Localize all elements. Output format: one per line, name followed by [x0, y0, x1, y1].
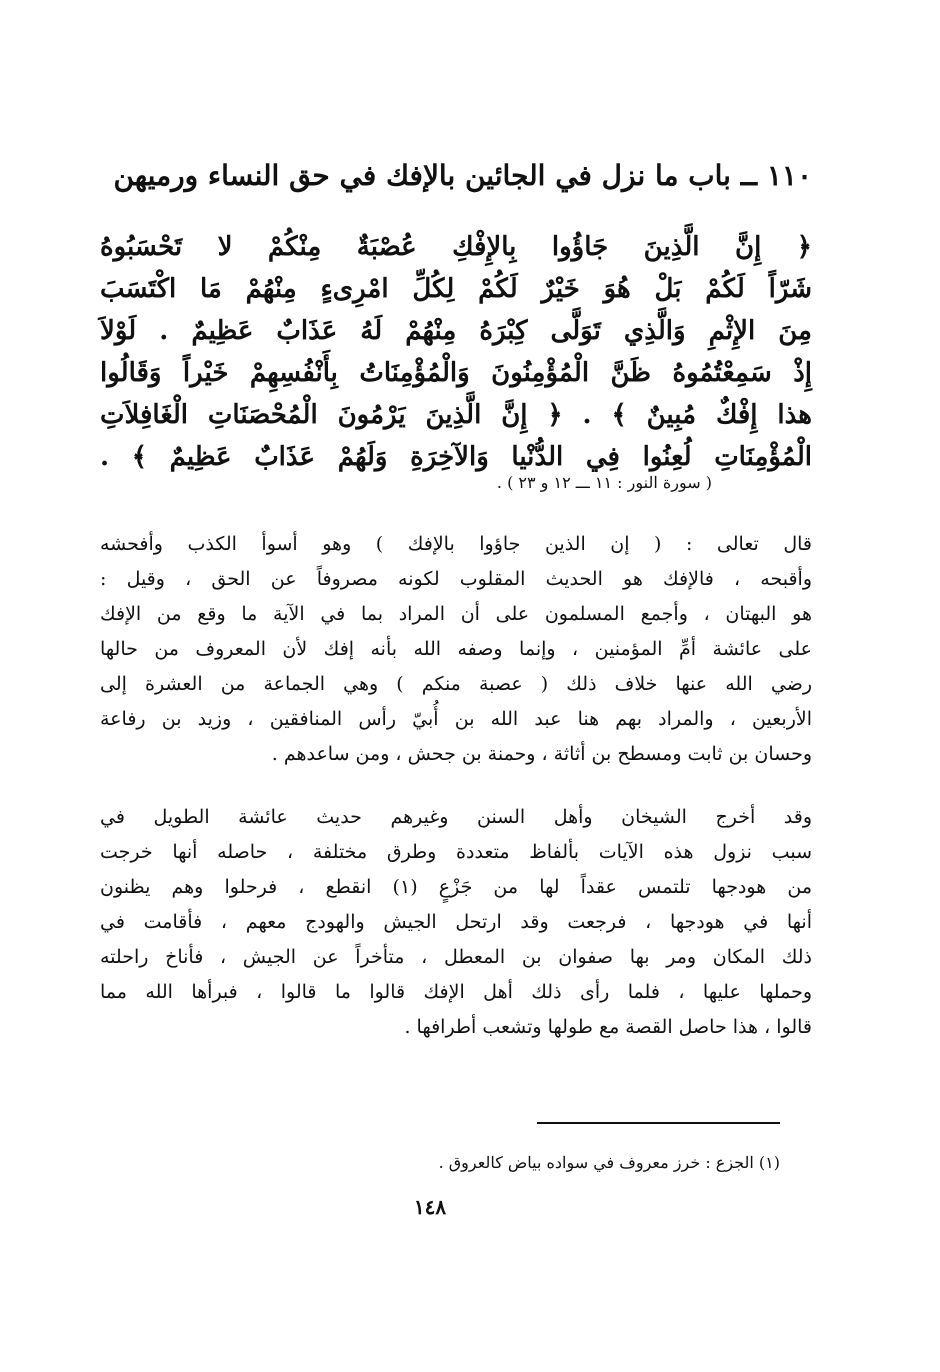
paragraph-line: وحملها عليها ، فلما رأى ذلك أهل الإفك قالوا ما قالوا ، فبرأها الله مما [100, 981, 812, 1003]
paragraph-line: قالوا ، هذا حاصل القصة مع طولها وتشعب أطرافها . [404, 1016, 812, 1038]
footnote-divider [537, 1122, 780, 1124]
verse-line: إِذْ سَمِعْتُمُوهُ ظَنَّ الْمُؤْمِنُونَ وَالْمُؤْمِنَاتُ بِأَنْفُسِهِمْ خَيْراً وَقَالُوا [100, 358, 812, 388]
paragraph-line: وأقبحه ، فالإفك هو الحديث المقلوب لكونه مصروفاً عن الحق ، وقيل : [100, 568, 812, 590]
chapter-title: ١١٠ ــ باب ما نزل في الجائين بالإفك في حق النساء ورميهن [113, 159, 812, 192]
verse-line: ﴿ إِنَّ الَّذِينَ جَاؤُوا بِالإِفْكِ عُصْبَةٌ مِنْكُمْ لا تَحْسَبُوهُ [100, 232, 812, 262]
verse-reference: ( سورة النور : ١١ ـــ ١٢ و ٢٣ ) . [496, 473, 712, 492]
verse-line: شَرّاً لَكُمْ بَلْ هُوَ خَيْرٌ لَكُمْ لِكُلِّ امْرِىءٍ مِنْهُمْ مَا اكْتَسَبَ [100, 274, 812, 304]
paragraph-line: على عائشة أمِّ المؤمنين ، وإنما وصفه الله بأنه إفك لأن المعروف من حالها [100, 638, 812, 660]
paragraph-line: وقد أخرج الشيخان وأهل السنن وغيرهم حديث عائشة الطويل في [100, 806, 812, 828]
verse-line: الْمُؤْمِنَاتِ لُعِنُوا فِي الدُّنْيا وَالآخِرَةِ وَلَهُمْ عَذَابٌ عَظِيمٌ ﴾ . [100, 442, 812, 472]
paragraph-line: من هودجها تلتمس عقداً لها من جَزْعٍ (١) انقطع ، فرحلوا وهم يظنون [100, 876, 813, 898]
paragraph-line: وحسان بن ثابت ومسطح بن أثاثة ، وحمنة بن جحش ، ومن ساعدهم . [271, 743, 812, 765]
footnote: (١) الجزع : خرز معروف في سواده بياض كالعروق . [438, 1153, 780, 1172]
page-number: ١٤٨ [413, 1195, 447, 1219]
paragraph-line: رضي الله عنها خلاف ذلك ( عصبة منكم ) وهي الجماعة من العشرة إلى [100, 673, 812, 695]
paragraph-line: أنها في هودجها ، فرجعت وقد ارتحل الجيش والهودج معهم ، فأقامت في [100, 911, 812, 933]
paragraph-line: الأربعين ، والمراد بهم هنا عبد الله بن أُبيّ رأس المنافقين ، وزيد بن رفاعة [100, 708, 812, 730]
paragraph-line: قال تعالى : ( إن الذين جاؤوا بالإفك ) وهو أسوأ الكذب وأفحشه [100, 533, 812, 555]
paragraph-line: سبب نزول هذه الآيات بألفاظ متعددة وطرق مختلفة ، حاصله أنها خرجت [100, 841, 812, 863]
paragraph-line: هو البهتان ، وأجمع المسلمون على أن المراد بما في الآية ما وقع من الإفك [100, 603, 812, 625]
paragraph-line: ذلك المكان ومر بها صفوان بن المعطل ، متأخراً عن الجيش ، فأناخ راحلته [100, 946, 812, 968]
verse-line: مِنَ الإِثْمِ وَالَّذِي تَوَلَّى كِبْرَهُ مِنْهُمْ لَهُ عَذَابٌ عَظِيمٌ . لَوْلاَ [100, 316, 812, 346]
verse-line: هذا إِفْكٌ مُبِينٌ ﴾ . ﴿ إِنَّ الَّذِينَ يَرْمُونَ الْمُحْصَنَاتِ الْغَافِلاَتِ [100, 400, 812, 430]
